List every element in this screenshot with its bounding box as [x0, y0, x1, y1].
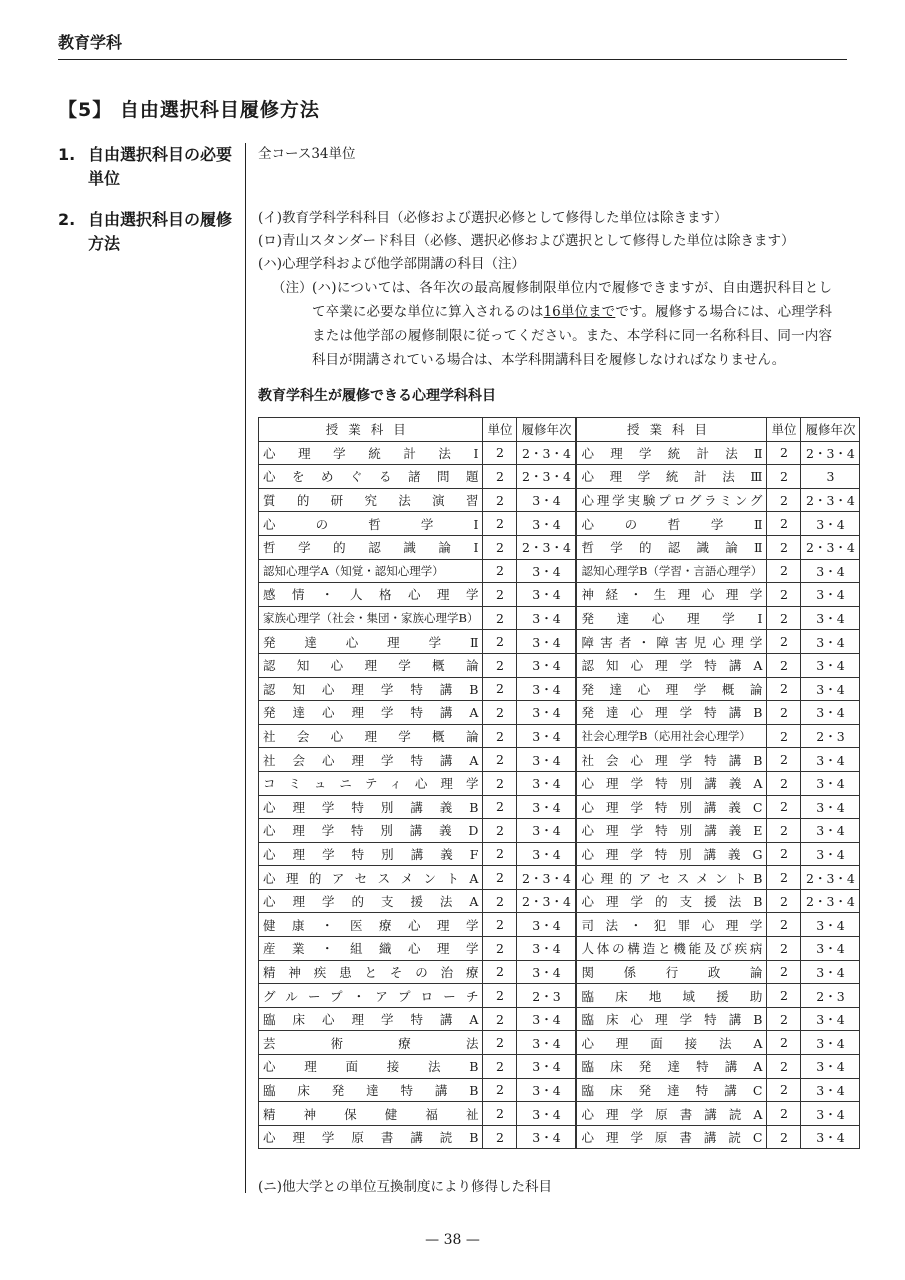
course-name: 心理的アセスメントB: [576, 866, 766, 890]
course-year: 3・4: [801, 795, 860, 819]
course-name: 心理学原書講読B: [259, 1125, 483, 1149]
course-name: 心理学的支援法B: [576, 889, 766, 913]
course-units: 2: [483, 701, 517, 725]
course-units: 2: [767, 559, 801, 583]
course-year: 2・3: [517, 984, 577, 1008]
table-row: [259, 960, 860, 984]
course-units: 2: [767, 630, 801, 654]
course-year: 2・3・4: [801, 535, 860, 559]
note-emphasis: 16単位まで: [543, 304, 616, 320]
course-year: 2・3: [801, 984, 860, 1008]
course-units: 2: [767, 677, 801, 701]
course-units: 2: [483, 630, 517, 654]
course-name: 司法・犯罪心理学: [576, 913, 766, 937]
course-units: 2: [767, 937, 801, 961]
course-year: 3・4: [801, 1125, 860, 1149]
course-name: 関係行政論: [576, 960, 766, 984]
course-units: 2: [483, 937, 517, 961]
course-year: 3・4: [517, 1031, 577, 1055]
table-row: [259, 984, 860, 1008]
course-year: 3・4: [517, 677, 577, 701]
course-year: 3・4: [517, 1078, 577, 1102]
table-row: [259, 606, 860, 630]
course-year: 3・4: [801, 583, 860, 607]
section-heading-line2: 単位: [88, 169, 121, 188]
course-name: 心理学原書講読A: [576, 1102, 766, 1126]
method-text: 心理学科および他学部開講の科目（注）: [282, 256, 525, 272]
course-year: 3・4: [517, 1055, 577, 1079]
course-year: 3・4: [801, 1078, 860, 1102]
course-name: 障害者・障害児心理学: [576, 630, 766, 654]
method-marker: (ハ): [258, 256, 283, 272]
course-units: 2: [767, 1125, 801, 1149]
note-text-before: (ハ)については、各年次の最高履修制限単位内で履修できますが、自由選択科目として卒業に必要な単位に算入されるのは: [312, 280, 832, 320]
course-year: 2・3・4: [517, 889, 577, 913]
course-units: 2: [483, 583, 517, 607]
course-units: 2: [767, 488, 801, 512]
table-row: [259, 1078, 860, 1102]
department-header: 教育学科: [58, 33, 123, 52]
course-name: 社会心理学概論: [259, 724, 483, 748]
section-heading-required-units: [58, 143, 232, 191]
column-header-course: 授業科目: [259, 418, 483, 442]
course-name: 精神保健福祉: [259, 1102, 483, 1126]
course-units: 2: [767, 583, 801, 607]
course-name: 哲学的認識論Ⅰ: [259, 535, 483, 559]
note-block: [272, 276, 832, 372]
course-units: 2: [767, 984, 801, 1008]
table-row: [259, 1031, 860, 1055]
course-year: 3・4: [517, 913, 577, 937]
table-row: [259, 677, 860, 701]
section-number: 1.: [58, 145, 76, 164]
course-name: 心理学特別講義E: [576, 819, 766, 843]
course-name: 発達心理学特講B: [576, 701, 766, 725]
section-heading-line2: 方法: [88, 234, 121, 253]
course-units: 2: [767, 866, 801, 890]
course-year: 3・4: [517, 1007, 577, 1031]
course-units: 2: [483, 535, 517, 559]
course-units: 2: [767, 1102, 801, 1126]
course-units: 2: [767, 441, 801, 465]
course-name: 発達心理学概論: [576, 677, 766, 701]
table-row: [259, 795, 860, 819]
column-header-year: 履修年次: [801, 418, 860, 442]
course-year: 3・4: [801, 748, 860, 772]
course-units: 2: [483, 677, 517, 701]
required-units-text: 全コース34単位: [258, 146, 356, 162]
course-name: 心理学原書講読C: [576, 1125, 766, 1149]
table-row: [259, 559, 860, 583]
note-marker: （注）: [272, 280, 313, 296]
course-units: 2: [483, 606, 517, 630]
course-name: 心理学特別講義D: [259, 819, 483, 843]
table-row: [259, 653, 860, 677]
course-year: 3・4: [517, 653, 577, 677]
course-units: 2: [767, 1055, 801, 1079]
course-units: 2: [483, 748, 517, 772]
course-year: 3・4: [801, 512, 860, 536]
course-table: [258, 417, 860, 1149]
course-units: 2: [767, 889, 801, 913]
course-units: 2: [483, 1055, 517, 1079]
course-year: 3・4: [517, 960, 577, 984]
table-row: [259, 1055, 860, 1079]
course-name: 心理学的支援法A: [259, 889, 483, 913]
course-name: 臨床発達特講C: [576, 1078, 766, 1102]
course-name: 認知心理学A（知覚・認知心理学）: [259, 559, 483, 583]
course-year: 3・4: [517, 842, 577, 866]
table-row: [259, 630, 860, 654]
course-units: 2: [483, 771, 517, 795]
course-name: 社会心理学特講B: [576, 748, 766, 772]
course-year: 2・3・4: [801, 441, 860, 465]
course-units: 2: [483, 559, 517, 583]
course-units: 2: [767, 606, 801, 630]
column-header-year: 履修年次: [517, 418, 577, 442]
section-heading-method: [58, 208, 232, 256]
course-year: 3・4: [801, 606, 860, 630]
course-year: 3・4: [801, 1007, 860, 1031]
course-year: 3・4: [801, 842, 860, 866]
course-name: 心理学特別講義B: [259, 795, 483, 819]
course-year: 2・3: [801, 724, 860, 748]
course-year: 3・4: [517, 795, 577, 819]
course-units: 2: [483, 795, 517, 819]
table-row: [259, 701, 860, 725]
course-units: 2: [483, 819, 517, 843]
course-year: 2・3・4: [517, 465, 577, 489]
method-item: [258, 230, 858, 253]
course-name: 社会心理学特講A: [259, 748, 483, 772]
course-name: 心理面接法B: [259, 1055, 483, 1079]
course-year: 2・3・4: [517, 866, 577, 890]
course-year: 3・4: [517, 819, 577, 843]
course-name: 心理学特別講義A: [576, 771, 766, 795]
course-year: 2・3・4: [801, 866, 860, 890]
course-year: 3・4: [517, 606, 577, 630]
course-name: 健康・医療心理学: [259, 913, 483, 937]
method-marker: (ニ): [258, 1179, 283, 1195]
method-marker: (イ): [258, 210, 283, 226]
course-units: 2: [483, 960, 517, 984]
course-name: コミュニティ心理学: [259, 771, 483, 795]
course-year: 3・4: [801, 701, 860, 725]
course-year: 3・4: [801, 653, 860, 677]
course-units: 2: [483, 488, 517, 512]
course-year: 3・4: [517, 630, 577, 654]
method-item-last: [258, 1175, 552, 1195]
column-header-course: 授業科目: [576, 418, 766, 442]
course-year: 2・3・4: [801, 488, 860, 512]
course-name: グループ・アプローチ: [259, 984, 483, 1008]
course-name: 発達心理学Ⅰ: [576, 606, 766, 630]
course-name: 心理学実験プログラミング: [576, 488, 766, 512]
course-name: 発達心理学特講A: [259, 701, 483, 725]
course-units: 2: [767, 653, 801, 677]
course-name: 臨床心理学特講B: [576, 1007, 766, 1031]
course-units: 2: [483, 842, 517, 866]
table-row: [259, 1007, 860, 1031]
course-name: 感情・人格心理学: [259, 583, 483, 607]
method-item: [258, 207, 858, 230]
course-name: 精神疾患とその治療: [259, 960, 483, 984]
table-row: [259, 724, 860, 748]
course-name: 心理学統計法Ⅰ: [259, 441, 483, 465]
table-row: [259, 842, 860, 866]
column-divider: [245, 143, 246, 1193]
column-header-units: 単位: [767, 418, 801, 442]
course-units: 2: [483, 465, 517, 489]
course-name: 心理的アセスメントA: [259, 866, 483, 890]
course-name: 心理学特別講義C: [576, 795, 766, 819]
method-text: 青山スタンダード科目（必修、選択必修および選択として修得した単位は除きます）: [282, 233, 795, 249]
course-year: 3・4: [801, 1055, 860, 1079]
table-row: [259, 889, 860, 913]
course-name: 哲学的認識論Ⅱ: [576, 535, 766, 559]
page-title: 【5】 自由選択科目履修方法: [58, 99, 320, 121]
course-year: 2・3・4: [517, 535, 577, 559]
course-year: 3・4: [801, 960, 860, 984]
course-year: 3・4: [517, 701, 577, 725]
table-row: [259, 819, 860, 843]
course-year: 3・4: [517, 583, 577, 607]
table-row: [259, 937, 860, 961]
course-units: 2: [767, 771, 801, 795]
course-year: 3・4: [517, 748, 577, 772]
course-units: 2: [483, 1125, 517, 1149]
course-year: 3・4: [517, 559, 577, 583]
table-title: 教育学科生が履修できる心理学科科目: [258, 388, 496, 404]
course-units: 2: [767, 512, 801, 536]
table-row: [259, 771, 860, 795]
course-year: 3・4: [517, 724, 577, 748]
note-text-after: です。履修する場合には、心理学科または他学部の履修制限に従ってください。また、本学科に同一名称科目、同一内容科目が開講されている場合は、本学科開講科目を履修しなければなりません。: [312, 304, 833, 368]
course-name: 心理学統計法Ⅱ: [576, 441, 766, 465]
course-name: 心理面接法A: [576, 1031, 766, 1055]
course-name: 認知心理学特講B: [259, 677, 483, 701]
course-year: 3・4: [801, 1102, 860, 1126]
course-year: 2・3・4: [801, 889, 860, 913]
method-item: [258, 253, 858, 276]
course-name: 臨床発達特講A: [576, 1055, 766, 1079]
course-units: 2: [483, 512, 517, 536]
course-units: 2: [767, 819, 801, 843]
course-year: 3・4: [801, 819, 860, 843]
course-units: 2: [483, 984, 517, 1008]
course-year: 3: [801, 465, 860, 489]
course-name: 心理学特別講義G: [576, 842, 766, 866]
course-name: 社会心理学B（応用社会心理学）: [576, 724, 766, 748]
course-name: 臨床心理学特講A: [259, 1007, 483, 1031]
course-units: 2: [483, 1007, 517, 1031]
course-name: 認知心理学B（学習・言語心理学）: [576, 559, 766, 583]
course-units: 2: [767, 913, 801, 937]
course-year: 3・4: [801, 771, 860, 795]
course-year: 3・4: [517, 1125, 577, 1149]
course-name: 心をめぐる諸問題: [259, 465, 483, 489]
table-row: [259, 465, 860, 489]
course-name: 心の哲学Ⅱ: [576, 512, 766, 536]
course-year: 3・4: [801, 559, 860, 583]
course-name: 産業・組織心理学: [259, 937, 483, 961]
course-units: 2: [483, 1078, 517, 1102]
course-units: 2: [483, 1031, 517, 1055]
course-units: 2: [767, 1031, 801, 1055]
course-name: 人体の構造と機能及び疾病: [576, 937, 766, 961]
course-year: 3・4: [801, 630, 860, 654]
course-units: 2: [767, 535, 801, 559]
course-year: 2・3・4: [517, 441, 577, 465]
course-year: 3・4: [801, 1031, 860, 1055]
course-name: 芸術療法: [259, 1031, 483, 1055]
course-units: 2: [483, 653, 517, 677]
course-units: 2: [483, 1102, 517, 1126]
course-year: 3・4: [801, 677, 860, 701]
course-units: 2: [767, 960, 801, 984]
course-name: 発達心理学Ⅱ: [259, 630, 483, 654]
section-heading-line1: 自由選択科目の履修: [88, 210, 233, 229]
course-year: 3・4: [517, 1102, 577, 1126]
course-year: 3・4: [517, 937, 577, 961]
section-heading-line1: 自由選択科目の必要: [88, 145, 233, 164]
header-divider: [58, 59, 847, 60]
course-units: 2: [483, 889, 517, 913]
table-row: [259, 1102, 860, 1126]
course-units: 2: [767, 795, 801, 819]
page-number: — 38 —: [425, 1232, 480, 1248]
course-name: 家族心理学（社会・集団・家族心理学B）: [259, 606, 483, 630]
course-name: 認知心理学概論: [259, 653, 483, 677]
course-year: 3・4: [517, 771, 577, 795]
table-header-row: [259, 418, 860, 442]
column-header-units: 単位: [483, 418, 517, 442]
table-row: [259, 583, 860, 607]
table-row: [259, 748, 860, 772]
course-name: 心理学特別講義F: [259, 842, 483, 866]
course-name: 臨床地域援助: [576, 984, 766, 1008]
course-units: 2: [767, 1078, 801, 1102]
table-row: [259, 535, 860, 559]
course-units: 2: [483, 441, 517, 465]
table-row: [259, 488, 860, 512]
course-units: 2: [767, 1007, 801, 1031]
course-units: 2: [483, 866, 517, 890]
course-year: 3・4: [801, 937, 860, 961]
section-number: 2.: [58, 210, 76, 229]
course-name: 心理学統計法Ⅲ: [576, 465, 766, 489]
course-units: 2: [767, 724, 801, 748]
course-name: 神経・生理心理学: [576, 583, 766, 607]
table-row: [259, 913, 860, 937]
course-year: 3・4: [517, 488, 577, 512]
course-name: 質的研究法演習: [259, 488, 483, 512]
course-name: 認知心理学特講A: [576, 653, 766, 677]
course-units: 2: [767, 748, 801, 772]
course-units: 2: [767, 842, 801, 866]
table-row: [259, 1125, 860, 1149]
course-name: 心の哲学Ⅰ: [259, 512, 483, 536]
note-text: [312, 276, 832, 372]
method-marker: (ロ): [258, 233, 283, 249]
method-text: 教育学科学科科目（必修および選択必修として修得した単位は除きます）: [282, 210, 728, 226]
table-row: [259, 441, 860, 465]
table-row: [259, 512, 860, 536]
course-year: 3・4: [801, 913, 860, 937]
method-list: [258, 207, 858, 276]
course-name: 臨床発達特講B: [259, 1078, 483, 1102]
course-units: 2: [483, 913, 517, 937]
course-units: 2: [483, 724, 517, 748]
course-units: 2: [767, 465, 801, 489]
course-year: 3・4: [517, 512, 577, 536]
method-text: 他大学との単位互換制度により修得した科目: [282, 1179, 552, 1195]
course-units: 2: [767, 701, 801, 725]
table-row: [259, 866, 860, 890]
